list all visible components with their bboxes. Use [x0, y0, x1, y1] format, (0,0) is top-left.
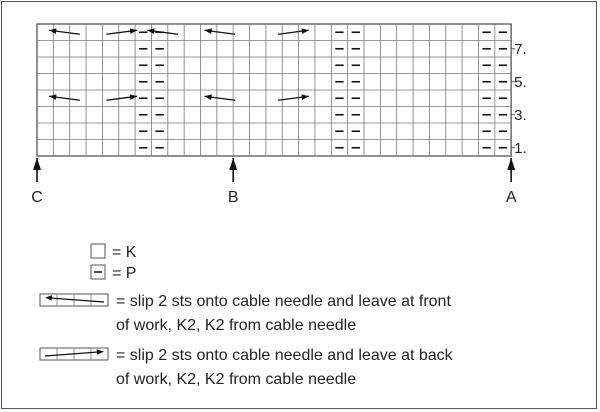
row-number-label: 5. — [514, 73, 527, 91]
row-number-label: 7. — [514, 40, 527, 58]
marker-arrowhead — [229, 158, 237, 170]
marker-label: A — [505, 189, 517, 206]
marker-label: B — [227, 189, 239, 206]
row-numbers — [511, 41, 527, 157]
legend-cable-back-line1: = slip 2 sts onto cable needle and leave at back — [116, 347, 453, 364]
chart-grid — [37, 24, 511, 156]
marker-c — [31, 158, 43, 206]
marker-a — [506, 158, 517, 206]
legend-knit-text: = K — [112, 244, 137, 261]
row-number-label: 3. — [514, 106, 527, 124]
row-number-label: 1. — [514, 139, 527, 157]
legend-purl-text: = P — [112, 265, 137, 282]
legend-cable-front-line1: = slip 2 sts onto cable needle and leave at front — [116, 293, 451, 310]
legend-knit-icon — [91, 244, 105, 258]
legend-cable-front-icon — [40, 294, 108, 306]
legend-cable-back-icon — [40, 348, 108, 360]
legend — [40, 244, 454, 388]
marker-arrowhead — [33, 158, 41, 170]
marker-b — [228, 158, 239, 206]
legend-cable-back-line2: of work, K2, K2 from cable needle — [116, 371, 357, 388]
marker-arrowhead — [507, 158, 515, 170]
marker-label: C — [31, 189, 43, 206]
legend-cable-front-line2: of work, K2, K2 from cable needle — [116, 317, 357, 334]
column-markers — [31, 158, 517, 206]
